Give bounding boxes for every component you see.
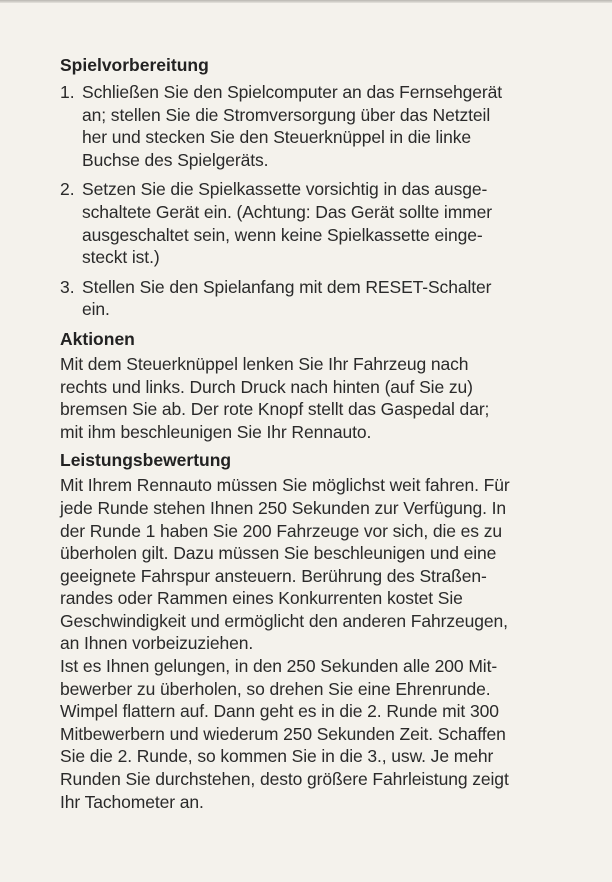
section-spielvorbereitung	[60, 54, 590, 321]
step-number: 1.	[60, 82, 75, 102]
heading-spielvorbereitung: Spielvorbereitung	[60, 55, 209, 75]
step-text: Schließen Sie den Spielcomputer an das Fernsehgerät an; stellen Sie die Stromversorgung über das Netzteil her und stecken Sie den Steuerknüppel in die linke Buchse des Spielgeräts.	[82, 82, 503, 170]
step-number: 2.	[60, 179, 75, 200]
heading-aktionen: Aktionen	[60, 328, 135, 349]
top-edge-rule	[0, 0, 612, 3]
section-aktionen	[60, 328, 590, 443]
heading-leistungsbewertung: Leistungsbewertung	[60, 450, 232, 471]
setup-step-2	[60, 178, 590, 268]
section-leistungsbewertung	[60, 449, 590, 813]
setup-step-3	[60, 276, 590, 321]
setup-steps-list	[60, 81, 590, 321]
step-text: Stellen Sie den Spielanfang mit dem RESET-Schalter ein.	[82, 276, 492, 320]
step-number: 3.	[60, 276, 75, 297]
aktionen-text: Mit dem Steuerknüppel lenken Sie Ihr Fahrzeug nach rechts und links. Durch Druck nach hinten (auf Sie zu) bremsen Sie ab. Der rote Knopf stellt das Gaspedal dar; mit ihm beschleunigen Sie Ihr Rennauto.	[60, 353, 490, 442]
setup-step-1	[60, 81, 590, 171]
manual-page	[60, 54, 590, 813]
leistungsbewertung-text: Mit Ihrem Rennauto müssen Sie möglichst weit fahren. Für jede Runde stehen Ihnen 250 Sekunden zur Verfügung. In der Runde 1 haben Sie 200 Fahrzeuge vor sich, die es zu überholen gilt. Dazu müssen Sie beschleunigen und eine geeignete Fahrspur ansteuern. Berührung des Straßen- randes oder Rammen eines Konkurrenten kostet Sie Geschwindigkeit und ermöglicht den anderen Fahrzeugen, an Ihnen vorbeizuziehen. Ist es Ihnen gelungen, in den 250 Sekunden alle 200 Mit- bewerber zu überholen, so drehen Sie eine Ehrenrunde. Wimpel flattern auf. Dann geht es in die 2. Runde mit 300 Mitbewerbern und wiederum 250 Sekunden Zeit. Schaffen Sie die 2. Runde, so kommen Sie in die 3., usw. Je mehr Runden Sie durchstehen, desto größere Fahrleistung zeigt Ihr Tachometer an.	[60, 475, 510, 812]
step-text: Setzen Sie die Spielkassette vorsichtig in das ausge- schaltete Gerät ein. (Achtung: Das Gerät sollte immer ausgeschaltet sein, wenn keine Spielkassette einge- steckt ist.)	[82, 179, 493, 268]
